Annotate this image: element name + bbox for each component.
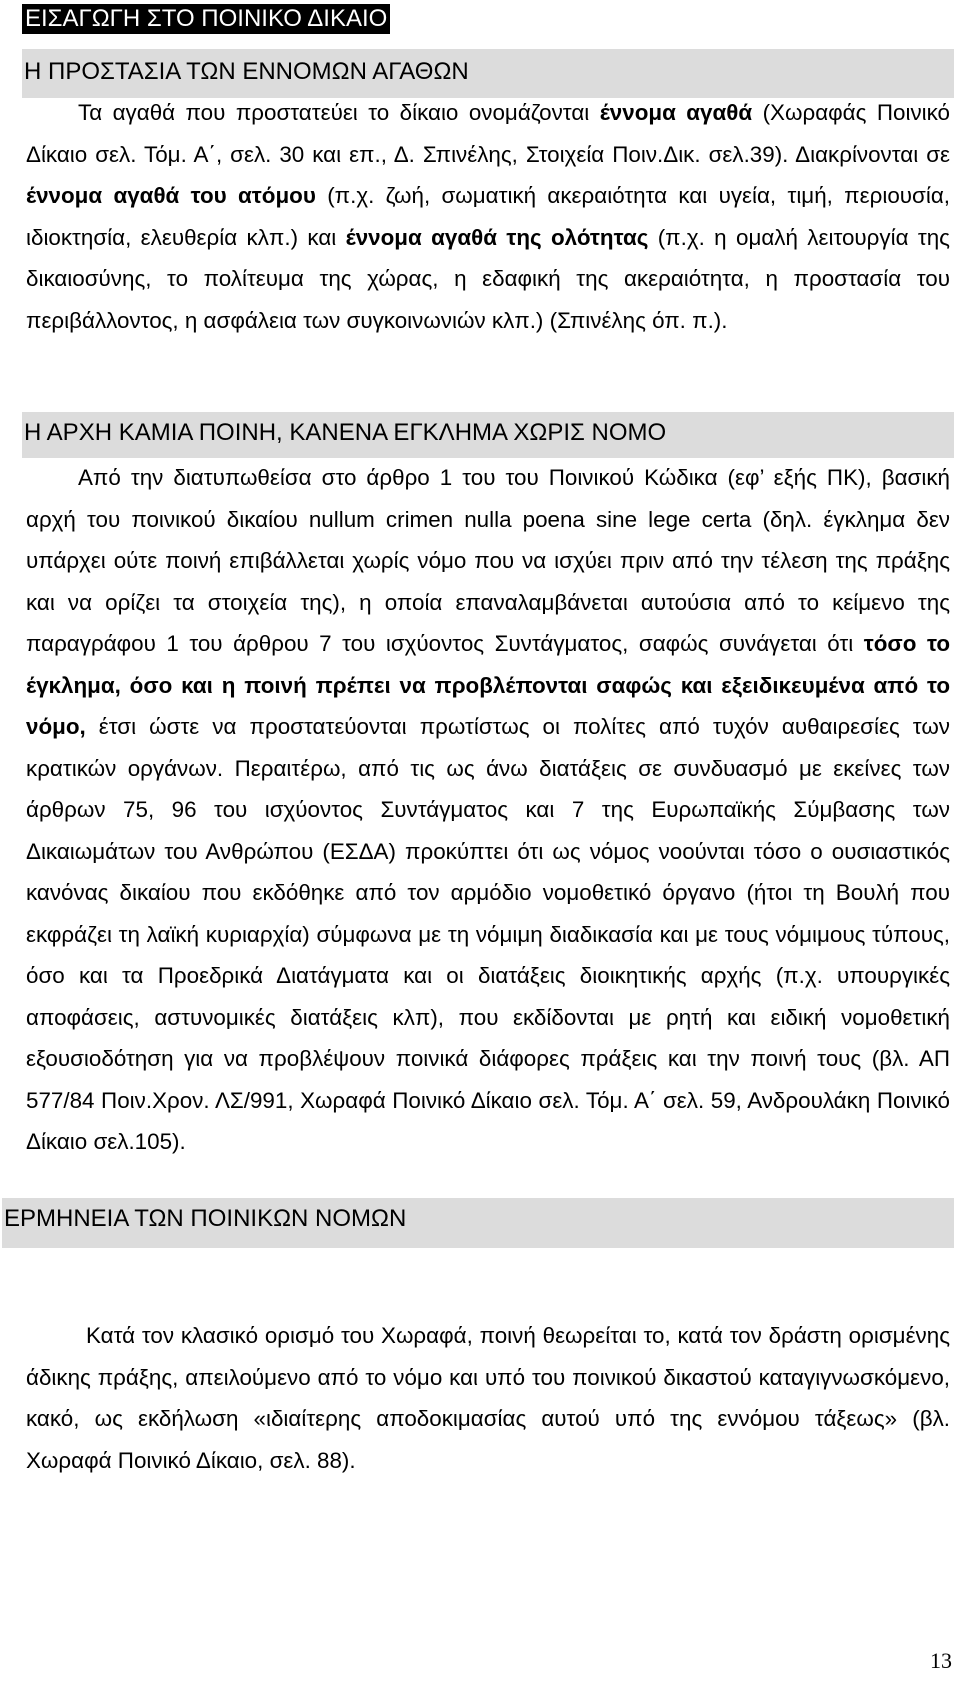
text-run: (π.χ. η ομαλή λειτουργία της δικαιοσύνης, το πολίτευμα της χώρας, η εδαφική της ακεραιότητα, η προστασία του περιβάλλοντος, η ασφάλεια των συγκοινωνιών κλπ.) (Σπινέλης όπ. π.). [26,224,950,333]
section-heading-protection-text: Η ΠΡΟΣΤΑΣΙΑ ΤΩΝ ΕΝΝΟΜΩΝ ΑΓΑΘΩΝ [24,58,469,85]
bold-run: τόσο το έγκλημα, όσο και η ποινή πρέπει να προβλέπονται σαφώς και εξειδικευμένα από το νόμο, [26,631,950,739]
section-heading-principle [22,412,954,458]
text-run: Κατά τον κλασικό ορισμό του Χωραφά, ποινή θεωρείται το, κατά τον δράστη ορισμένης άδικης πράξης, απειλούμενο από το νόμο και υπό του ποινικού δικαστού καταγιγνωσκόμενο, κακό, ως εκδήλωση «ιδιαίτερης αποδοκιμασίας αυτού υπό της εννόμου τάξεως» (βλ. Χωραφά Ποινικό Δίκαιο, σελ. 88). [26,1323,950,1473]
bold-run: έννομα αγαθά του ατόμου [26,183,316,208]
text-run: (π.χ. ζωή, σωματική ακεραιότητα και υγεία, τιμή, περιουσία, ιδιοκτησία, ελευθερία κλπ.) και [26,183,950,250]
paragraph-legal-goods [26,92,950,341]
page-number: 13 [930,1648,952,1673]
section-heading-protection [22,49,954,98]
section-heading-interpretation [2,1198,954,1248]
text-run: (Χωραφάς Ποινικό Δίκαιο σελ. Τόμ. Α΄, σελ. 30 και επ., Δ. Σπινέλης, Στοιχεία Ποιν.Δικ. σελ.39). Διακρίνονται σε [26,100,950,167]
paragraph-penalty-definition [26,1315,950,1481]
text-run: Από την διατυπωθείσα στο άρθρο 1 του του Ποινικού Κώδικα (εφ’ εξής ΠΚ), βασική αρχή του ποινικού δικαίου nullum crimen nulla poena sine lege certa (δηλ. έγκλημα δεν υπάρχει ούτε ποινή επιβάλλεται χωρίς νόμο που να ισχύει πριν από την τέλεση της πράξης και να ορίζει τα στοιχεία της), η οποία επαναλαμβάνεται αυτούσια από το κείμενο της παραγράφου 1 του άρθρου 7 του ισχύοντος Συντάγματος, σαφώς συνάγεται ότι [26,465,950,656]
bold-run: έννομα αγαθά [599,100,753,125]
paragraph-nullum-crimen [26,457,950,1163]
text-run: έτσι ώστε να προστατεύονται πρωτίστως οι πολίτες από τυχόν αυθαιρεσίες των κρατικών οργάνων. Περαιτέρω, από τις ως άνω διατάξεις σε συνδυασμό με εκείνες των άρθρων 75, 96 του ισχύοντος Συντάγματος και 7 της Ευρωπαϊκής Σύμβασης των Δικαιωμάτων του Ανθρώπου (ΕΣΔΑ) προκύπτει ότι ως νόμος νοούνται τόσο ο ουσιαστικός κανόνας δικαίου που εκδόθηκε από τον αρμόδιο νομοθετικό όργανο (ήτοι τη Βουλή που εκφράζει τη λαϊκή κυριαρχία) σύμφωνα με τη νόμιμη διαδικασία και με τους νόμιμους τύπους, όσο και τα Προεδρικά Διατάγματα και οι διατάξεις διοικητικής αρχής (π.χ. υπουργικές αποφάσεις, αστυνομικές διατάξεις κλπ), που εκδίδονται με ρητή και ειδική νομοθετική εξουσιοδότηση για να προβλέψουν ποινικά διάφορες πράξεις και την ποινή τους (βλ. ΑΠ 577/84 Ποιν.Χρον. ΛΣ/991, Χωραφά Ποινικό Δίκαιο σελ. Τόμ. Α΄ σελ. 59, Ανδρουλάκη Ποινικό Δίκαιο σελ.105). [26,714,950,1154]
section-heading-interpretation-text: ΕΡΜΗΝΕΙΑ ΤΩΝ ΠΟΙΝΙΚΩΝ ΝΟΜΩΝ [4,1205,407,1232]
document-title: ΕΙΣΑΓΩΓΗ ΣΤΟ ΠΟΙΝΙΚΟ ΔΙΚΑΙΟ [22,4,390,34]
bold-run: έννομα αγαθά της ολότητας [345,224,649,250]
section-heading-principle-text: Η ΑΡΧΗ ΚΑΜΙΑ ΠΟΙΝΗ, ΚΑΝΕΝΑ ΕΓΚΛΗΜΑ ΧΩΡΙΣ ΝΟΜΟ [24,419,667,446]
text-run: Τα αγαθά που προστατεύει το δίκαιο ονομάζονται [78,100,600,125]
